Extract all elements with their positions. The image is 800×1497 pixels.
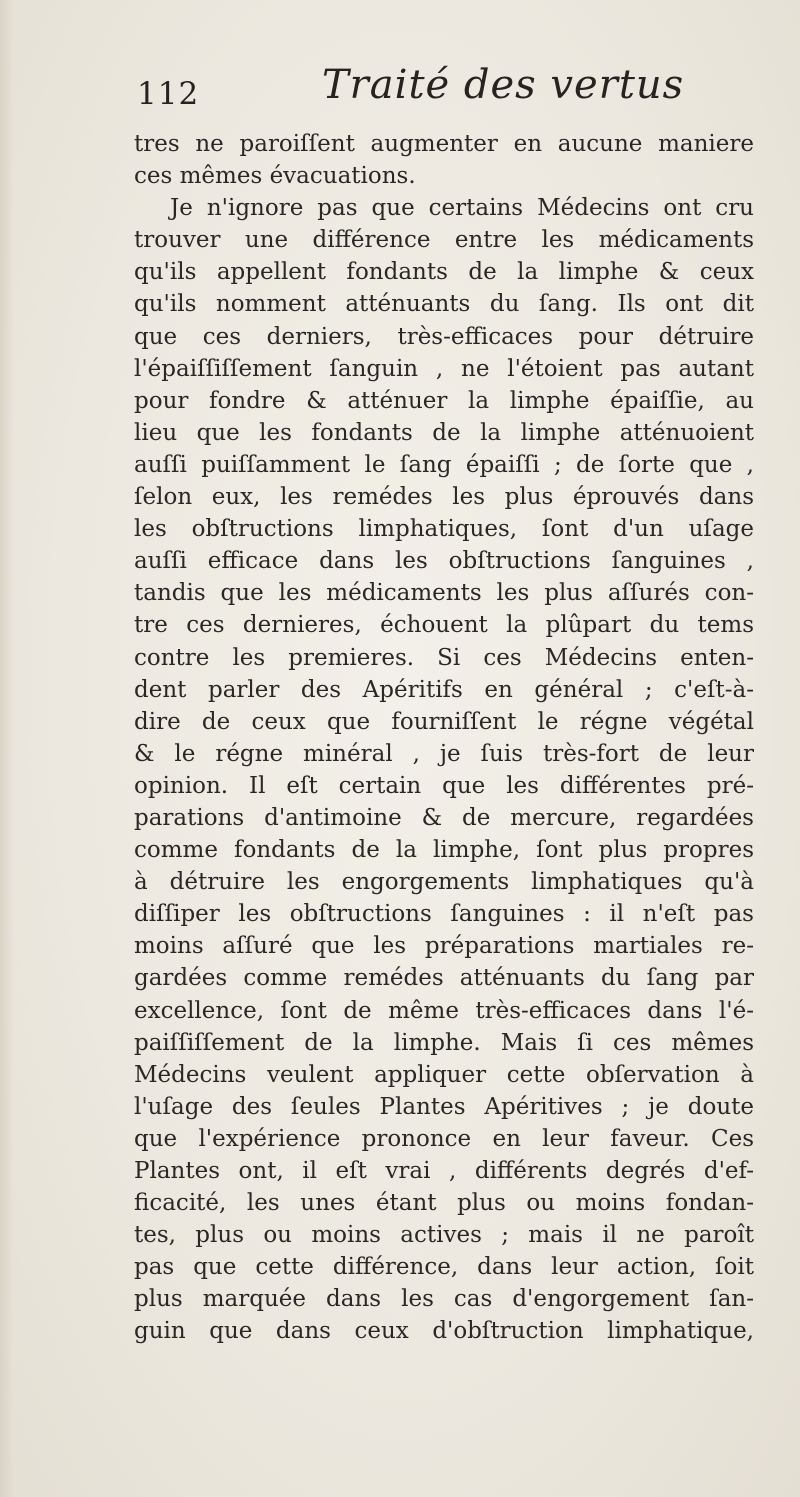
text-line: à détruire les engorgements limphatiques qu'à <box>134 869 754 896</box>
running-title: Traité des vertus <box>322 62 685 108</box>
text-line: parations d'antimoine & de mercure, regardées <box>134 804 754 831</box>
text-line: comme fondants de la limphe, ſont plus propres <box>134 837 754 864</box>
text-line: gardées comme remédes atténuants du ſang par <box>134 965 754 992</box>
text-line: ficacité, les unes étant plus ou moins fondan- <box>134 1190 754 1217</box>
text-line: Je n'ignore pas que certains Médecins ont cru <box>170 195 754 222</box>
text-line: excellence, ſont de même très-efficaces dans l'é- <box>134 997 754 1024</box>
page-header <box>134 62 754 122</box>
text-line: l'uſage des ſeules Plantes Apéritives ; je doute <box>134 1093 754 1120</box>
text-line: paiſſiſſement de la limphe. Mais ſi ces mêmes <box>134 1029 754 1056</box>
text-line: contre les premieres. Si ces Médecins enten- <box>134 644 754 671</box>
text-line: tres ne paroiſſent augmenter en aucune maniere <box>134 131 754 157</box>
text-line: que ces derniers, très-efficaces pour détruire <box>134 323 754 350</box>
text-line: auſſi efficace dans les obſtructions ſanguines , <box>134 548 754 575</box>
text-line: Plantes ont, il eſt vrai , différents degrés d'ef- <box>134 1158 754 1184</box>
text-line: dent parler des Apéritifs en général ; c'eſt-à- <box>134 676 754 703</box>
text-line: qu'ils nomment atténuants du ſang. Ils ont dit <box>134 291 754 318</box>
text-line: tandis que les médicaments les plus aſſurés con- <box>134 580 754 607</box>
text-line: trouver une différence entre les médicaments <box>134 227 754 254</box>
text-line: pas que cette différence, dans leur action, ſoit <box>134 1254 754 1281</box>
text-line: dire de ceux que fourniſſent le régne végétal <box>134 708 754 735</box>
text-line: Médecins veulent appliquer cette obſervation à <box>134 1061 754 1088</box>
text-line: ces mêmes évacuations. <box>134 163 416 190</box>
text-line: guin que dans ceux d'obſtruction limphatique, <box>134 1318 754 1345</box>
text-line: diſſiper les obſtructions ſanguines : il n'eſt pas <box>134 901 754 928</box>
text-line: tre ces dernieres, échouent la plûpart du tems <box>134 612 754 639</box>
text-line: qu'ils appellent fondants de la limphe & ceux <box>134 259 754 286</box>
text-line: les obſtructions limphatiques, ſont d'un uſage <box>134 516 754 543</box>
text-line: pour fondre & atténuer la limphe épaiſſie, au <box>134 387 754 414</box>
text-line: auſſi puiſſamment le ſang épaiſſi ; de ſorte que , <box>134 451 754 478</box>
page-number: 112 <box>137 76 200 112</box>
text-line: ſelon eux, les remédes les plus éprouvés dans <box>134 484 754 511</box>
body-text <box>134 128 754 1348</box>
page-gutter-shadow <box>0 0 14 1497</box>
text-line: moins aſſuré que les préparations martiales re- <box>134 933 754 960</box>
text-line: que l'expérience prononce en leur faveur. Ces <box>134 1125 754 1152</box>
text-line: tes, plus ou moins actives ; mais il ne paroît <box>134 1222 754 1249</box>
text-line: opinion. Il eſt certain que les différentes pré- <box>134 772 754 799</box>
text-line: l'épaiſſiſſement ſanguin , ne l'étoient pas autant <box>134 355 754 382</box>
text-line: lieu que les fondants de la limphe atténuoient <box>134 419 754 446</box>
text-line: plus marquée dans les cas d'engorgement ſan- <box>134 1286 754 1313</box>
text-line: & le régne minéral , je ſuis très-fort de leur <box>134 740 754 767</box>
